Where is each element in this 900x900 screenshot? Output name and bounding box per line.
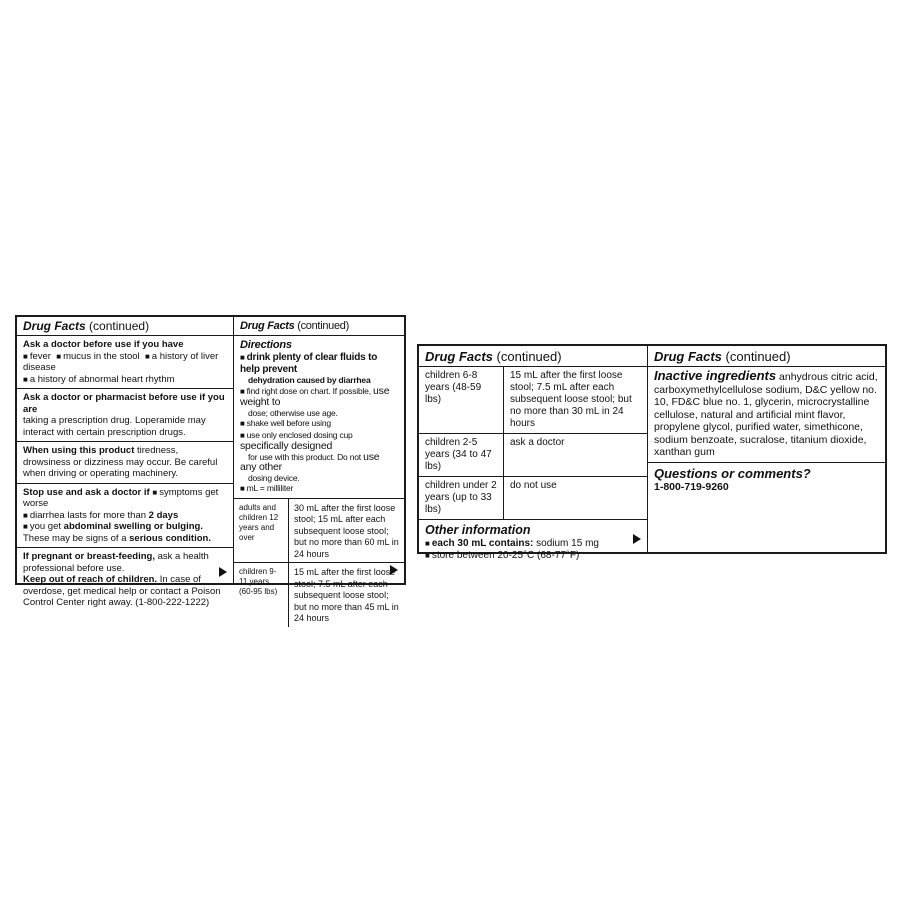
when-using-text: tiredness, drowsiness or dizziness may occur. Be careful when driving or operating machinery. — [23, 445, 218, 479]
ask-pharmacist-text: taking a prescription drug. Loperamide may interact with certain prescription drugs. — [23, 415, 206, 438]
directions-item-4d: use any other — [240, 450, 380, 473]
header-title: Drug Facts — [240, 320, 295, 332]
directions-item-2a: ■ find right dose on chart. If possible, — [240, 386, 373, 396]
panel1-left-header — [17, 317, 233, 336]
inactive-ingredients-heading: Inactive ingredients — [654, 368, 777, 383]
stop-use-text-a: These may be signs of a — [23, 532, 130, 544]
directions-heading: Directions — [240, 339, 292, 351]
other-info-section — [419, 520, 647, 565]
inactive-ingredients-section — [648, 367, 885, 463]
directions-item-4c: for use with this product. Do not — [248, 451, 364, 462]
when-using-section — [17, 442, 233, 484]
dosage-table-2 — [419, 367, 647, 520]
other-info-item-2: ■ store between 20-25°C (68-77°F) — [425, 550, 579, 561]
table-cell-dose: do not use — [510, 480, 557, 491]
directions-item-2b: use weight to — [240, 384, 390, 408]
ask-pharmacist-heading: Ask a doctor or pharmacist before use if you are — [23, 392, 225, 415]
header-suffix: (continued) — [496, 349, 562, 364]
header-suffix: (continued) — [89, 319, 150, 333]
ask-pharmacist-section — [17, 389, 233, 442]
continue-arrow-icon — [390, 565, 398, 575]
panel2-left-header — [419, 346, 647, 367]
table-cell-who: children 2-5 years (34 to 47 lbs) — [419, 434, 504, 477]
directions-item-4a: ■ use only enclosed dosing cup — [240, 430, 353, 440]
pregnant-keepout-section — [17, 548, 233, 612]
pregnant-text: ask a health professional before use. — [23, 551, 209, 574]
header-title: Drug Facts — [23, 319, 86, 333]
other-info-item-1-text: sodium 15 mg — [533, 538, 599, 549]
keep-out-text: In case of overdose, get medical help or contact a Poison Control Center right away. (1-800-222-1222) — [23, 574, 221, 608]
directions-item-3: ■ shake well before using — [240, 418, 331, 428]
table-cell-who: children under 2 years (up to 33 lbs) — [419, 477, 504, 520]
table-cell-who: children 6-8 years (48-59 lbs) — [419, 367, 504, 434]
directions-item-1a: ■ drink plenty of clear fluids to help prevent — [240, 352, 377, 375]
stop-use-section — [17, 484, 233, 549]
bullet-liver: ■ a history of liver disease — [23, 351, 218, 374]
questions-heading: Questions or comments? — [654, 465, 811, 481]
ask-doctor-section — [17, 336, 233, 389]
table-cell-dose: ask a doctor — [510, 437, 565, 448]
dosage-table-1 — [234, 499, 404, 627]
table-cell-who: children 9-11 years (60-95 lbs) — [234, 563, 289, 627]
inactive-ingredients-text: anhydrous citric acid, carboxymethylcellulose sodium, D&C yellow no. 10, FD&C blue no. 1, glycerin, microcrystalline cellulose, natural and artificial mint flavor, propylene glycol, purified water, simethicone, sodium benzoate, sucralose, titanium dioxide, xanthan gum — [654, 371, 878, 458]
stop-use-heading: Stop use and ask a doctor if — [23, 486, 150, 498]
directions-item-4b: specifically designed — [240, 440, 333, 452]
table-row — [419, 477, 647, 520]
panel1-left-column — [17, 317, 234, 608]
bullet-heart: ■ a history of abnormal heart rhythm — [23, 374, 175, 385]
stop-use-item-3b: abdominal swelling or bulging. — [63, 521, 203, 532]
continue-arrow-icon — [633, 534, 641, 544]
bullet-fever: ■ fever — [23, 351, 51, 362]
questions-section — [648, 463, 885, 497]
other-info-item-1-bold: ■ each 30 mL contains: — [425, 538, 533, 549]
stop-use-text-b: serious condition. — [129, 532, 211, 544]
header-title: Drug Facts — [654, 349, 722, 364]
header-title: Drug Facts — [425, 349, 493, 364]
header-suffix: (continued) — [725, 349, 791, 364]
panel1-right-header — [234, 317, 404, 336]
directions-section — [234, 336, 404, 499]
panel2-left-column — [419, 346, 648, 561]
ask-doctor-heading: Ask a doctor before use if you have — [23, 339, 184, 350]
table-cell-who: adults and children 12 years and over — [234, 499, 289, 563]
questions-phone: 1-800-719-9260 — [654, 480, 729, 493]
table-row — [419, 434, 647, 477]
directions-item-5: ■ mL = milliliter — [240, 483, 293, 493]
bullet-mucus: ■ mucus in the stool — [56, 351, 139, 362]
pregnant-heading: If pregnant or breast-feeding, — [23, 551, 155, 562]
drug-facts-panel-1 — [15, 315, 406, 623]
table-row — [234, 499, 404, 563]
directions-item-2c: dose; otherwise use age. — [248, 407, 338, 418]
continue-arrow-icon — [219, 567, 227, 577]
table-cell-dose: 30 mL after the first loose stool; 15 mL after each subsequent loose stool; but no more than 60 mL in 24 hours — [294, 502, 399, 559]
header-suffix: (continued) — [297, 320, 349, 332]
keep-out-heading: Keep out of reach of children. — [23, 574, 158, 585]
directions-item-1b: dehydration caused by diarrhea — [248, 375, 371, 385]
table-row — [234, 563, 404, 627]
table-cell-dose: 15 mL after the first loose stool; 7.5 mL after each subsequent loose stool; but no more than 45 mL in 24 hours — [294, 567, 399, 623]
when-using-heading: When using this product — [23, 445, 135, 456]
table-cell-dose: 15 mL after the first loose stool; 7.5 mL after each subsequent loose stool; but no more than 30 mL in 24 hours — [510, 370, 632, 429]
stop-use-item-3a: ■ you get — [23, 521, 64, 532]
stop-use-item-2b: 2 days — [148, 509, 179, 521]
panel1-right-column — [234, 317, 404, 623]
panel2-right-column — [648, 346, 885, 552]
stop-use-item-1: ■ symptoms get worse — [23, 487, 218, 510]
panel2-right-header — [648, 346, 885, 367]
other-info-heading: Other information — [425, 523, 531, 537]
table-row — [419, 367, 647, 434]
stop-use-item-2a: ■ diarrhea lasts for more than — [23, 510, 149, 521]
directions-item-4e: dosing device. — [248, 472, 300, 483]
drug-facts-panel-2 — [417, 344, 887, 561]
